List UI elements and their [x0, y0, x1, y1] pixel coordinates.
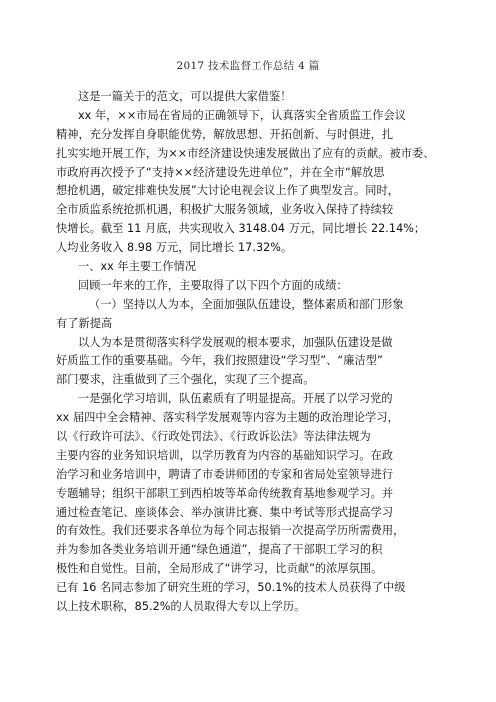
paragraph-line: xx 届四中全会精神、落实科学发展观等内容为主题的政治理论学习， — [56, 411, 399, 425]
paragraph-line: 极性和自觉性。目前，全局形成了“讲学习，比贡献”的浓厚氛围。 — [56, 562, 383, 576]
paragraph-line: 以《行政许可法》、《行政处罚法》、《行政诉讼法》等法律法规为 — [56, 430, 371, 444]
paragraph-line: 并为参加各类业务培训开通“绿色通道”，提高了干部职工学习的积 — [56, 543, 383, 557]
paragraph-line: 全市质监系统抢抓机遇，积极扩大服务领域，业务收入保持了持续较 — [56, 203, 394, 217]
section-heading: 一、xx 年主要工作情况 — [78, 260, 197, 274]
subsection-heading: 有了新提高 — [56, 316, 113, 330]
document-title: 2017 技术监督工作总结 4 篇 — [176, 60, 320, 72]
paragraph-line: 回顾一年来的工作，主要取得了以下四个方面的成绩： — [78, 278, 348, 292]
paragraph-line: 以人为本是贯彻落实科学发展观的根本要求，加强队伍建设是做 — [78, 335, 393, 349]
paragraph-line: 精神，充分发挥自身职能优势，解放思想、开拓创新、与时俱进，扎 — [56, 127, 394, 141]
paragraph-line: 想抢机遇，破定排难快发展”大讨论电视会议上作了典型发言。同时， — [56, 184, 399, 198]
subsection-heading: （一）坚持以人为本，全面加强队伍建设，整体素质和部门形象 — [89, 297, 404, 311]
paragraph-line: 部门要求，注重做到了三个强化，实现了三个提高。 — [56, 373, 315, 387]
paragraph-line: 一是强化学习培训，队伍素质有了明显提高。开展了以学习党的 — [78, 392, 393, 406]
paragraph-line: 治学习和业务培训中，聘请了市委讲师团的专家和省局处室领导进行 — [56, 467, 394, 481]
paragraph-line: 快增长。截至 11 月底，共实现收入 3148.04 万元，同比增长 22.14%； — [56, 222, 426, 236]
paragraph-line: 主要内容的业务知识培训，以学历教育为内容的基础知识学习。在政 — [56, 448, 394, 462]
paragraph-line: 人均业务收入 8.98 万元，同比增长 17.32%。 — [56, 241, 293, 255]
paragraph-line: xx 年，××市局在省局的正确领导下，认真落实全省质监工作会议 — [78, 108, 406, 122]
paragraph-line: 扎实实地开展工作，为××市经济建设快速发展做出了应有的贡献。被市委、 — [56, 146, 435, 160]
paragraph-line: 这是一篇关于的范文，可以提供大家借鉴！ — [78, 90, 292, 103]
document-body — [56, 88, 446, 617]
paragraph-line: 以上技术职称，85.2%的人员取得大专以上学历。 — [56, 600, 306, 614]
paragraph-line: 市政府再次授予了“支持××经济建设先进单位”，并在全市“解放思 — [56, 165, 385, 179]
paragraph-line: 好质监工作的重要基础。今年，我们按照建设“学习型”、“廉洁型” — [56, 354, 383, 368]
paragraph-line: 专题辅导；组织干部职工到西柏坡等革命传统教育基地参观学习。并 — [56, 486, 394, 500]
paragraph-line: 已有 16 名同志参加了研究生班的学习，50.1%的技术人员获得了中级 — [56, 581, 406, 595]
paragraph-line: 的有效性。我们还要求各单位为每个同志报销一次提高学历所需费用， — [56, 524, 405, 538]
paragraph-line: 通过检查笔记、座谈体会、举办演讲比赛、集中考试等形式提高学习 — [56, 505, 394, 519]
